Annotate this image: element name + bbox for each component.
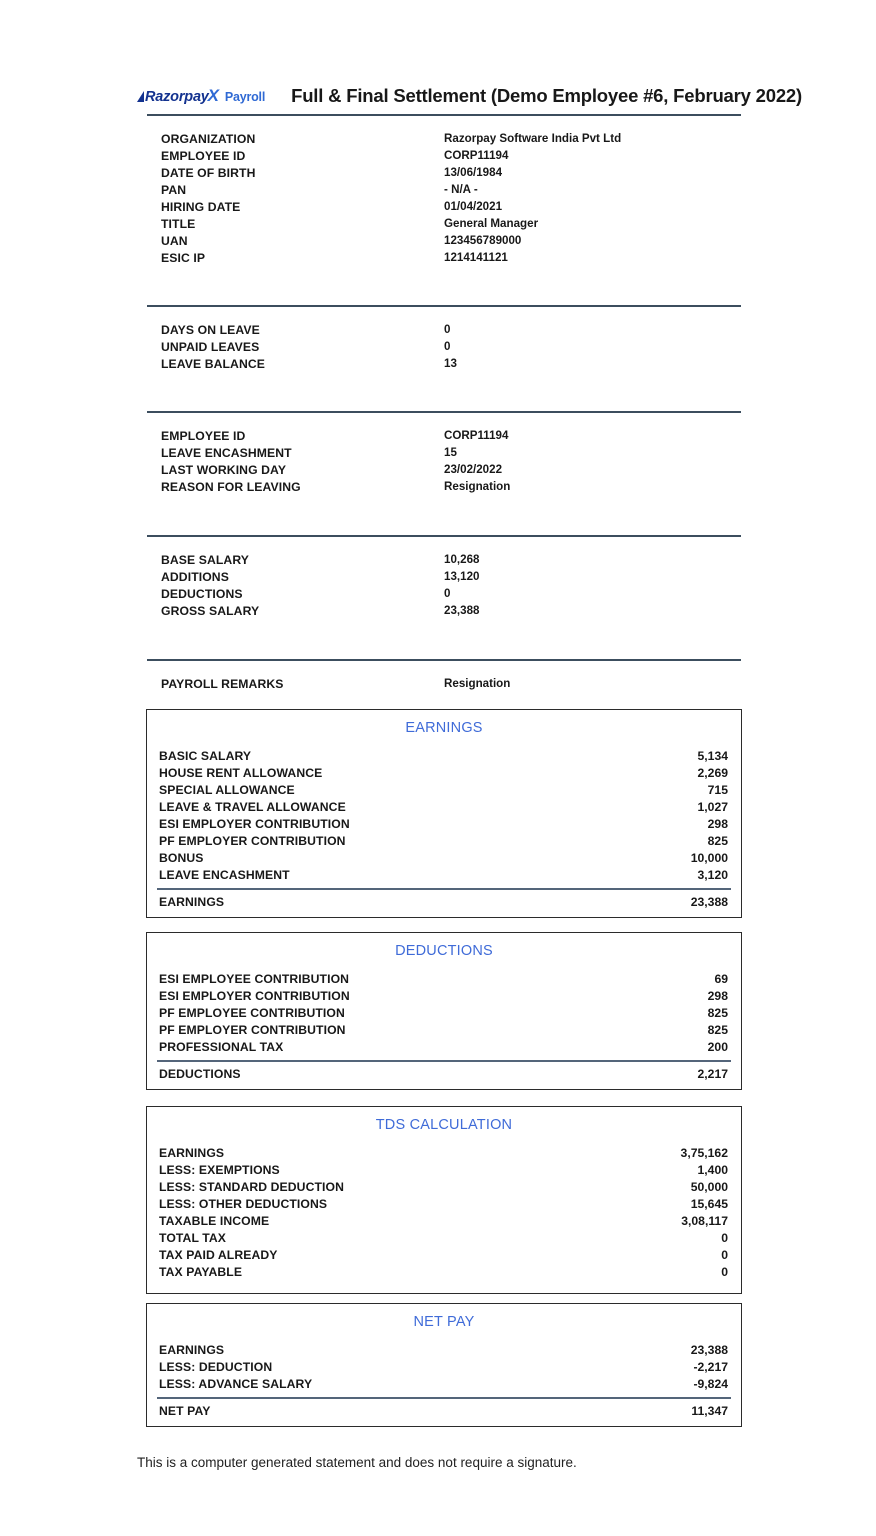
document-header: [137, 80, 802, 112]
earnings-card-title: EARNINGS: [405, 720, 483, 736]
earnings-line-value: 10,000: [690, 851, 728, 865]
salary-info-row: [0, 603, 876, 620]
employee-info-row: [0, 199, 876, 216]
deductions-line-row: [147, 1022, 741, 1039]
rule-settlement: [147, 411, 741, 413]
deductions-line-row: [147, 1005, 741, 1022]
razorpayx-logo-icon: [137, 91, 144, 102]
net-pay-line-row: [147, 1376, 741, 1393]
employee-info-value: Razorpay Software India Pvt Ltd: [444, 132, 622, 145]
tds-line-row: [147, 1230, 741, 1247]
employee-info-label: ESIC IP: [161, 251, 206, 265]
earnings-line-label: SPECIAL ALLOWANCE: [159, 783, 295, 797]
deductions-total-label: DEDUCTIONS: [159, 1067, 241, 1081]
tds-line-row: [147, 1145, 741, 1162]
net-pay-line-label: EARNINGS: [159, 1343, 225, 1357]
settlement-info-row: [0, 428, 876, 445]
rule-header: [147, 114, 741, 116]
tds-line-row: [147, 1247, 741, 1264]
tds-line-row: [147, 1162, 741, 1179]
leave-info-row: [0, 356, 876, 373]
tds-card-title: TDS CALCULATION: [375, 1117, 513, 1133]
earnings-rows: [147, 748, 741, 884]
salary-info-row: [0, 586, 876, 603]
salary-info-value: 0: [444, 587, 451, 600]
earnings-line-row: [147, 816, 741, 833]
tds-line-value: 3,75,162: [680, 1146, 728, 1160]
leave-info-label: LEAVE BALANCE: [161, 357, 265, 371]
deductions-line-label: PF EMPLOYER CONTRIBUTION: [159, 1023, 346, 1037]
tds-line-value: 0: [721, 1265, 728, 1279]
earnings-line-value: 825: [707, 834, 728, 848]
leave-info-value: 13: [444, 357, 457, 370]
rule-remarks: [147, 659, 741, 661]
tds-line-value: 0: [721, 1231, 728, 1245]
employee-info-label: EMPLOYEE ID: [161, 149, 246, 163]
net-pay-line-label: LESS: DEDUCTION: [159, 1360, 273, 1374]
salary-info-label: ADDITIONS: [161, 570, 229, 584]
tds-line-label: LESS: EXEMPTIONS: [159, 1163, 280, 1177]
salary-info-label: BASE SALARY: [161, 553, 250, 567]
employee-info-row: [0, 233, 876, 250]
employee-info-value: CORP11194: [444, 149, 509, 162]
employee-info-value: 123456789000: [444, 234, 522, 247]
earnings-total-value: 23,388: [690, 895, 728, 909]
earnings-line-label: PF EMPLOYER CONTRIBUTION: [159, 834, 346, 848]
earnings-line-row: [147, 850, 741, 867]
employee-info-label: UAN: [161, 234, 188, 248]
deductions-line-value: 825: [707, 1023, 728, 1037]
deductions-line-row: [147, 1039, 741, 1056]
tds-rows: [147, 1145, 741, 1281]
earnings-line-label: BONUS: [159, 851, 204, 865]
earnings-line-value: 1,027: [697, 800, 728, 814]
employee-info-value: 1214141121: [444, 251, 508, 264]
net-pay-card: [146, 1303, 742, 1427]
settlement-info-label: LEAVE ENCASHMENT: [161, 446, 292, 460]
salary-info-row: [0, 552, 876, 569]
employee-info-row: [0, 250, 876, 267]
page-title: Full & Final Settlement (Demo Employee #6, February 2022): [291, 85, 802, 106]
settlement-info-value: CORP11194: [444, 429, 509, 442]
tds-line-label: LESS: OTHER DEDUCTIONS: [159, 1197, 328, 1211]
employee-info-row: [0, 165, 876, 182]
tds-line-value: 15,645: [690, 1197, 728, 1211]
leave-info-value: 0: [444, 323, 451, 336]
footer-note: This is a computer generated statement and does not require a signature.: [137, 1455, 577, 1470]
deductions-card-title: DEDUCTIONS: [395, 943, 493, 959]
earnings-line-row: [147, 799, 741, 816]
earnings-line-value: 2,269: [697, 766, 728, 780]
employee-info-value: General Manager: [444, 217, 539, 230]
logo-x-mark: X: [207, 86, 219, 105]
earnings-line-label: BASIC SALARY: [159, 749, 252, 763]
earnings-line-value: 5,134: [697, 749, 728, 763]
net-pay-total-label: NET PAY: [159, 1404, 211, 1418]
deductions-line-row: [147, 971, 741, 988]
employee-info-label: HIRING DATE: [161, 200, 241, 214]
employee-info-value: - N/A -: [444, 183, 478, 196]
earnings-line-label: HOUSE RENT ALLOWANCE: [159, 766, 323, 780]
payroll-remarks-section: [0, 676, 876, 693]
earnings-line-label: LEAVE ENCASHMENT: [159, 868, 290, 882]
razorpayx-payroll-logo: [137, 86, 265, 106]
employee-info-label: ORGANIZATION: [161, 132, 256, 146]
tds-line-row: [147, 1213, 741, 1230]
earnings-line-label: LEAVE & TRAVEL ALLOWANCE: [159, 800, 346, 814]
earnings-line-label: ESI EMPLOYER CONTRIBUTION: [159, 817, 350, 831]
employee-info-row: [0, 131, 876, 148]
deductions-line-label: ESI EMPLOYER CONTRIBUTION: [159, 989, 350, 1003]
leave-info-section: [0, 322, 876, 373]
salary-info-section: [0, 552, 876, 620]
employee-info-section: [0, 131, 876, 267]
earnings-total-label: EARNINGS: [159, 895, 225, 909]
deductions-line-value: 298: [707, 989, 728, 1003]
tds-line-label: TAX PAID ALREADY: [159, 1248, 278, 1262]
earnings-total-row: [147, 890, 741, 912]
earnings-line-value: 715: [707, 783, 728, 797]
net-pay-card-title: NET PAY: [413, 1314, 475, 1330]
deductions-line-value: 200: [707, 1040, 728, 1054]
settlement-info-value: 15: [444, 446, 457, 459]
tds-line-row: [147, 1196, 741, 1213]
deductions-card: [146, 932, 742, 1090]
tds-line-value: 0: [721, 1248, 728, 1262]
deductions-line-label: PF EMPLOYEE CONTRIBUTION: [159, 1006, 345, 1020]
earnings-line-value: 3,120: [697, 868, 728, 882]
settlement-info-row: [0, 462, 876, 479]
net-pay-line-row: [147, 1359, 741, 1376]
payroll-remarks-row: [0, 676, 876, 693]
tds-line-label: TAXABLE INCOME: [159, 1214, 270, 1228]
employee-info-label: DATE OF BIRTH: [161, 166, 256, 180]
tds-line-row: [147, 1264, 741, 1281]
salary-info-label: DEDUCTIONS: [161, 587, 243, 601]
rule-salary: [147, 535, 741, 537]
salary-info-value: 10,268: [444, 553, 480, 566]
payroll-remarks-label: PAYROLL REMARKS: [161, 677, 284, 691]
tds-calculation-card: [146, 1106, 742, 1294]
deductions-line-label: PROFESSIONAL TAX: [159, 1040, 284, 1054]
salary-info-label: GROSS SALARY: [161, 604, 260, 618]
net-pay-line-label: LESS: ADVANCE SALARY: [159, 1377, 313, 1391]
settlement-info-label: LAST WORKING DAY: [161, 463, 287, 477]
earnings-line-row: [147, 765, 741, 782]
settlement-info-value: Resignation: [444, 480, 511, 493]
tds-line-label: EARNINGS: [159, 1146, 225, 1160]
net-pay-line-row: [147, 1342, 741, 1359]
settlement-info-row: [0, 479, 876, 496]
leave-info-row: [0, 322, 876, 339]
leave-info-label: UNPAID LEAVES: [161, 340, 260, 354]
employee-info-label: PAN: [161, 183, 187, 197]
deductions-total-value: 2,217: [697, 1067, 728, 1081]
deductions-line-value: 825: [707, 1006, 728, 1020]
leave-info-row: [0, 339, 876, 356]
salary-info-row: [0, 569, 876, 586]
tds-line-row: [147, 1179, 741, 1196]
tds-line-value: 50,000: [690, 1180, 728, 1194]
rule-leave: [147, 305, 741, 307]
earnings-line-row: [147, 782, 741, 799]
deductions-line-value: 69: [714, 972, 728, 986]
employee-info-row: [0, 216, 876, 233]
tds-line-value: 3,08,117: [681, 1214, 728, 1228]
employee-info-value: 01/04/2021: [444, 200, 503, 213]
leave-info-value: 0: [444, 340, 451, 353]
employee-info-row: [0, 148, 876, 165]
deductions-line-row: [147, 988, 741, 1005]
net-pay-total-value: 11,347: [691, 1404, 728, 1418]
settlement-info-label: REASON FOR LEAVING: [161, 480, 301, 494]
net-pay-rows: [147, 1342, 741, 1393]
net-pay-total-row: [147, 1399, 741, 1421]
settlement-info-section: [0, 428, 876, 496]
employee-info-value: 13/06/1984: [444, 166, 503, 179]
tds-line-label: TOTAL TAX: [159, 1231, 227, 1245]
earnings-line-row: [147, 748, 741, 765]
net-pay-line-value: 23,388: [690, 1343, 728, 1357]
logo-product-text: Payroll: [224, 90, 266, 104]
tds-line-label: TAX PAYABLE: [159, 1265, 243, 1279]
employee-info-label: TITLE: [161, 217, 196, 231]
leave-info-label: DAYS ON LEAVE: [161, 323, 260, 337]
earnings-line-row: [147, 867, 741, 884]
payroll-remarks-value: Resignation: [444, 677, 511, 690]
tds-line-value: 1,400: [697, 1163, 728, 1177]
deductions-total-row: [147, 1062, 741, 1084]
salary-info-value: 13,120: [444, 570, 480, 583]
salary-info-value: 23,388: [444, 604, 480, 617]
settlement-info-label: EMPLOYEE ID: [161, 429, 246, 443]
earnings-card: [146, 709, 742, 918]
net-pay-line-value: -9,824: [693, 1377, 728, 1391]
deductions-line-label: ESI EMPLOYEE CONTRIBUTION: [159, 972, 350, 986]
settlement-info-value: 23/02/2022: [444, 463, 503, 476]
settlement-info-row: [0, 445, 876, 462]
earnings-line-row: [147, 833, 741, 850]
employee-info-row: [0, 182, 876, 199]
net-pay-line-value: -2,217: [693, 1360, 728, 1374]
tds-line-label: LESS: STANDARD DEDUCTION: [159, 1180, 344, 1194]
deductions-rows: [147, 971, 741, 1056]
earnings-line-value: 298: [707, 817, 728, 831]
logo-brand-text: Razorpay: [145, 89, 209, 105]
